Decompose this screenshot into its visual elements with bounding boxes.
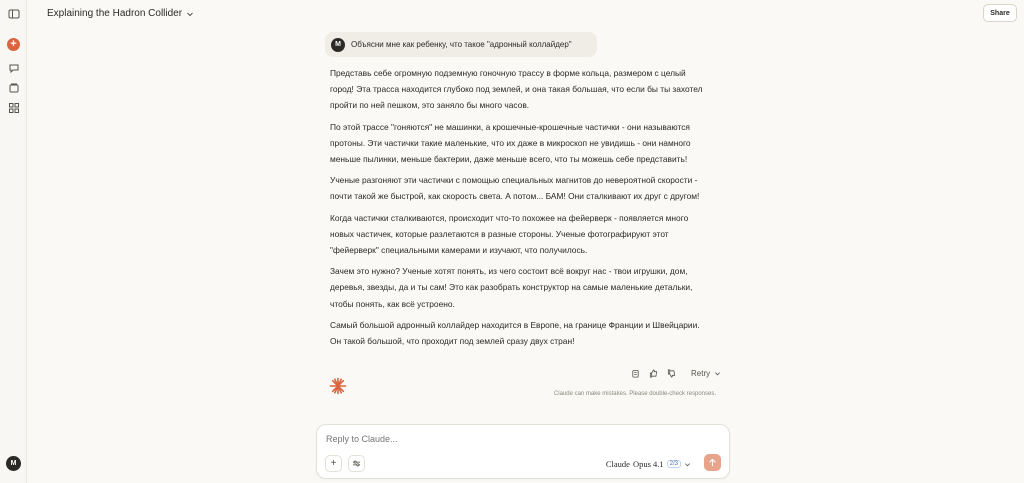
composer bbox=[316, 424, 730, 479]
assistant-reply bbox=[330, 65, 710, 354]
retry-button[interactable] bbox=[691, 369, 721, 378]
plus-icon: + bbox=[330, 458, 337, 469]
model-name: Claude bbox=[605, 459, 630, 469]
thumbs-down-icon[interactable] bbox=[665, 367, 677, 379]
reply-paragraph: По этой трассе "гоняются" не машинки, а крошечные-крошечные частички - они называются протоны. Эти частички такие маленькие, что их даже в микроскоп не увидишь - они намного меньше пылинки, меньше бактерии, даже меньше всего, что ты можешь себе представить! bbox=[330, 121, 691, 165]
conversation-title-text: Explaining the Hadron Collider bbox=[47, 8, 183, 19]
retry-label: Retry bbox=[691, 368, 711, 378]
reply-paragraph: Ученые разгоняют эти частички с помощью специальных магнитов до невероятной скорости - почти такой же быстрой, как скорость света. А потом... БАМ! Они сталкивают их друг с другом! bbox=[330, 175, 700, 202]
model-variant: Opus 4.1 bbox=[632, 459, 664, 469]
message-actions bbox=[629, 367, 721, 379]
reply-paragraph: Когда частички сталкиваются, происходит что-то похожее на фейерверк - появляется много новых частичек, которые разлетаются в разные стороны. Ученые фотографируют этот "фейерверк" специальными камерами и изучают, что получилось. bbox=[330, 212, 689, 256]
sliders-icon bbox=[352, 459, 361, 468]
chevron-down-icon bbox=[714, 370, 721, 377]
user-message bbox=[325, 32, 597, 57]
arrow-up-icon bbox=[708, 458, 717, 467]
sidebar-toggle-icon[interactable] bbox=[6, 6, 21, 21]
share-button[interactable]: Share bbox=[983, 4, 1017, 22]
thumbs-up-icon[interactable] bbox=[647, 367, 659, 379]
projects-icon[interactable] bbox=[6, 80, 21, 95]
reply-input[interactable] bbox=[326, 434, 706, 444]
top-bar bbox=[27, 0, 1024, 27]
copy-icon[interactable] bbox=[629, 367, 641, 379]
model-badge: 2/3 bbox=[667, 460, 681, 468]
reply-paragraph: Самый большой адронный коллайдер находится в Европе, на границе Франции и Швейцарии. Он такой большой, что проходит под землей сразу двух стран! bbox=[330, 319, 700, 347]
artifacts-icon[interactable] bbox=[6, 100, 21, 115]
sidebar bbox=[0, 0, 27, 483]
model-selector[interactable] bbox=[606, 459, 691, 469]
conversation-title[interactable] bbox=[47, 8, 194, 19]
new-chat-button[interactable]: + bbox=[7, 38, 20, 51]
user-avatar: M bbox=[331, 38, 345, 52]
user-message-text: Объясни мне как ребенку, что такое "адронный коллайдер" bbox=[351, 40, 572, 49]
chats-icon[interactable] bbox=[6, 60, 21, 75]
tools-button[interactable] bbox=[348, 455, 365, 472]
claude-logo-icon bbox=[329, 377, 347, 395]
chevron-down-icon bbox=[684, 461, 691, 468]
chevron-down-icon bbox=[186, 10, 194, 18]
account-avatar[interactable]: M bbox=[6, 456, 21, 471]
send-button[interactable] bbox=[704, 454, 721, 471]
reply-paragraph: Зачем это нужно? Ученые хотят понять, из чего состоит всё вокруг нас - твои игрушки, дом, деревья, звезды, да и ты сам! Это как разобрать конструктор на самые маленькие детальки, чтобы понять, как всё устроено. bbox=[330, 266, 693, 309]
disclaimer-text: Claude can make mistakes. Please double-check responses. bbox=[553, 391, 716, 397]
reply-paragraph: Представь себе огромную подземную гоночную трассу в форме кольца, размером с целый город! Эта трасса находится глубоко под землей, и она такая большая, что если бы ты захотел пройти по ней пешком, это заняло бы много часов. bbox=[330, 68, 703, 111]
add-attachment-button[interactable] bbox=[325, 455, 342, 472]
